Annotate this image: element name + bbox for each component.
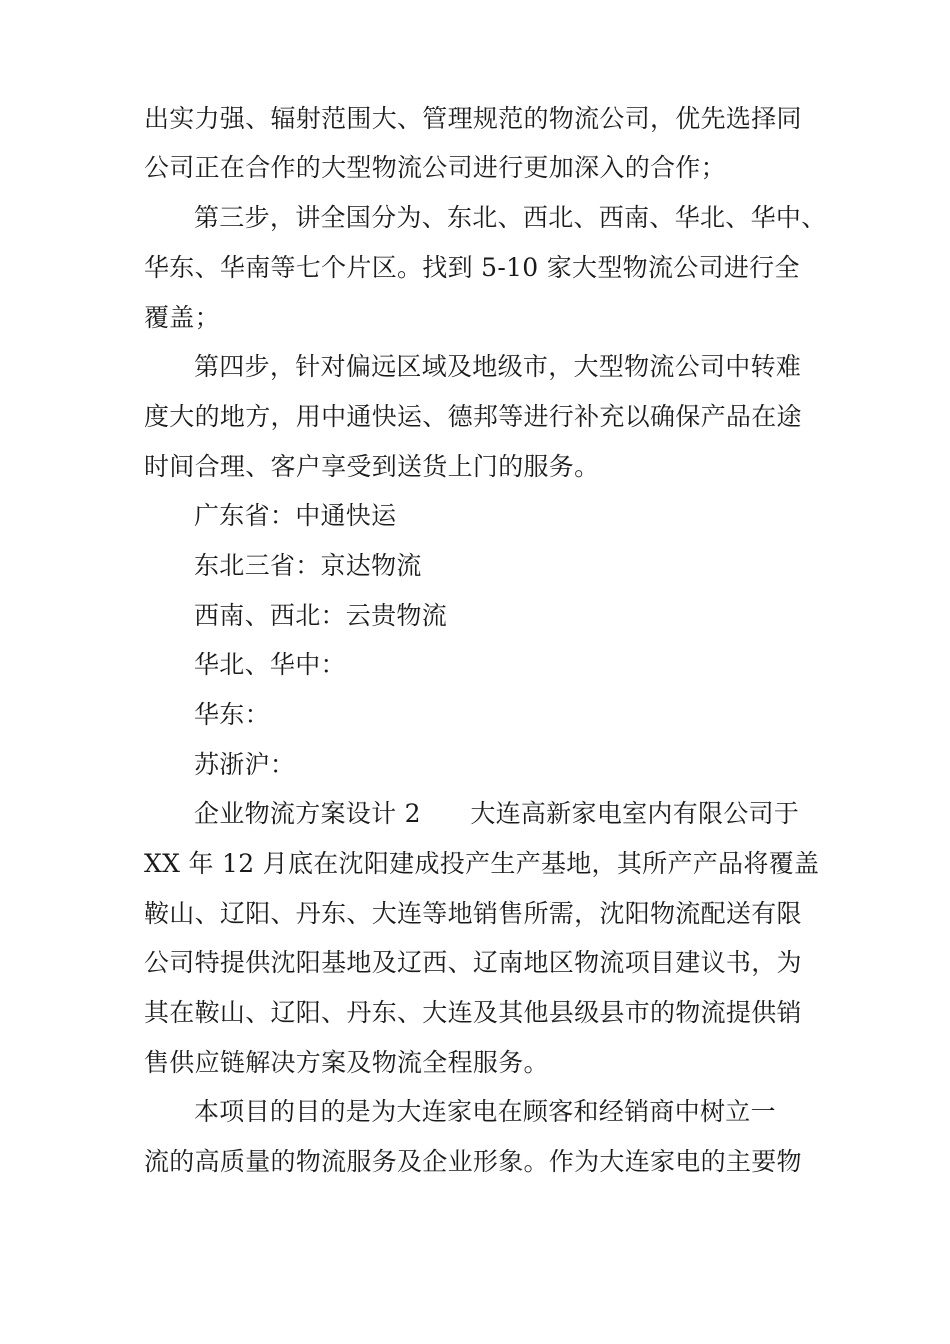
text-line: 出实力强、辐射范围大、管理规范的物流公司，优先选择同 — [144, 104, 802, 133]
text-line: 本项目的目的是为大连家电在顾客和经销商中树立一 — [194, 1097, 776, 1126]
text-line: 公司正在合作的大型物流公司进行更加深入的合作； — [144, 153, 726, 182]
text-line: 第四步，针对偏远区域及地级市，大型物流公司中转难 — [194, 352, 802, 381]
text-line: 其在鞍山、辽阳、丹东、大连及其他县级县市的物流提供销 — [144, 998, 802, 1027]
text-line: 第三步，讲全国分为、东北、西北、西南、华北、华中、 — [194, 203, 827, 232]
text-line: 苏浙沪： — [194, 750, 296, 779]
text-line: 售供应链解决方案及物流全程服务。 — [144, 1048, 549, 1077]
text-line: 鞍山、辽阳、丹东、大连等地销售所需，沈阳物流配送有限 — [144, 899, 802, 928]
text-line: 东北三省：京达物流 — [194, 551, 422, 580]
text-line: 时间合理、客户享受到送货上门的服务。 — [144, 452, 600, 481]
text-line: 广东省：中通快运 — [194, 501, 397, 530]
text-line: XX 年 12 月底在沈阳建成投产生产基地，其所产产品将覆盖 — [144, 849, 820, 878]
text-line: 度大的地方，用中通快运、德邦等进行补充以确保产品在途 — [144, 402, 802, 431]
text-line: 华东、华南等七个片区。找到 5-10 家大型物流公司进行全 — [144, 253, 800, 282]
text-line: 西南、西北：云贵物流 — [194, 601, 448, 630]
text-line: 公司特提供沈阳基地及辽西、辽南地区物流项目建议书，为 — [144, 948, 802, 977]
text-line: 企业物流方案设计 2 大连高新家电室内有限公司于 — [194, 799, 800, 828]
text-line: 华东： — [194, 700, 270, 729]
text-line: 流的高质量的物流服务及企业形象。作为大连家电的主要物 — [144, 1147, 802, 1176]
text-line: 覆盖； — [144, 303, 220, 332]
text-line: 华北、华中： — [194, 650, 346, 679]
